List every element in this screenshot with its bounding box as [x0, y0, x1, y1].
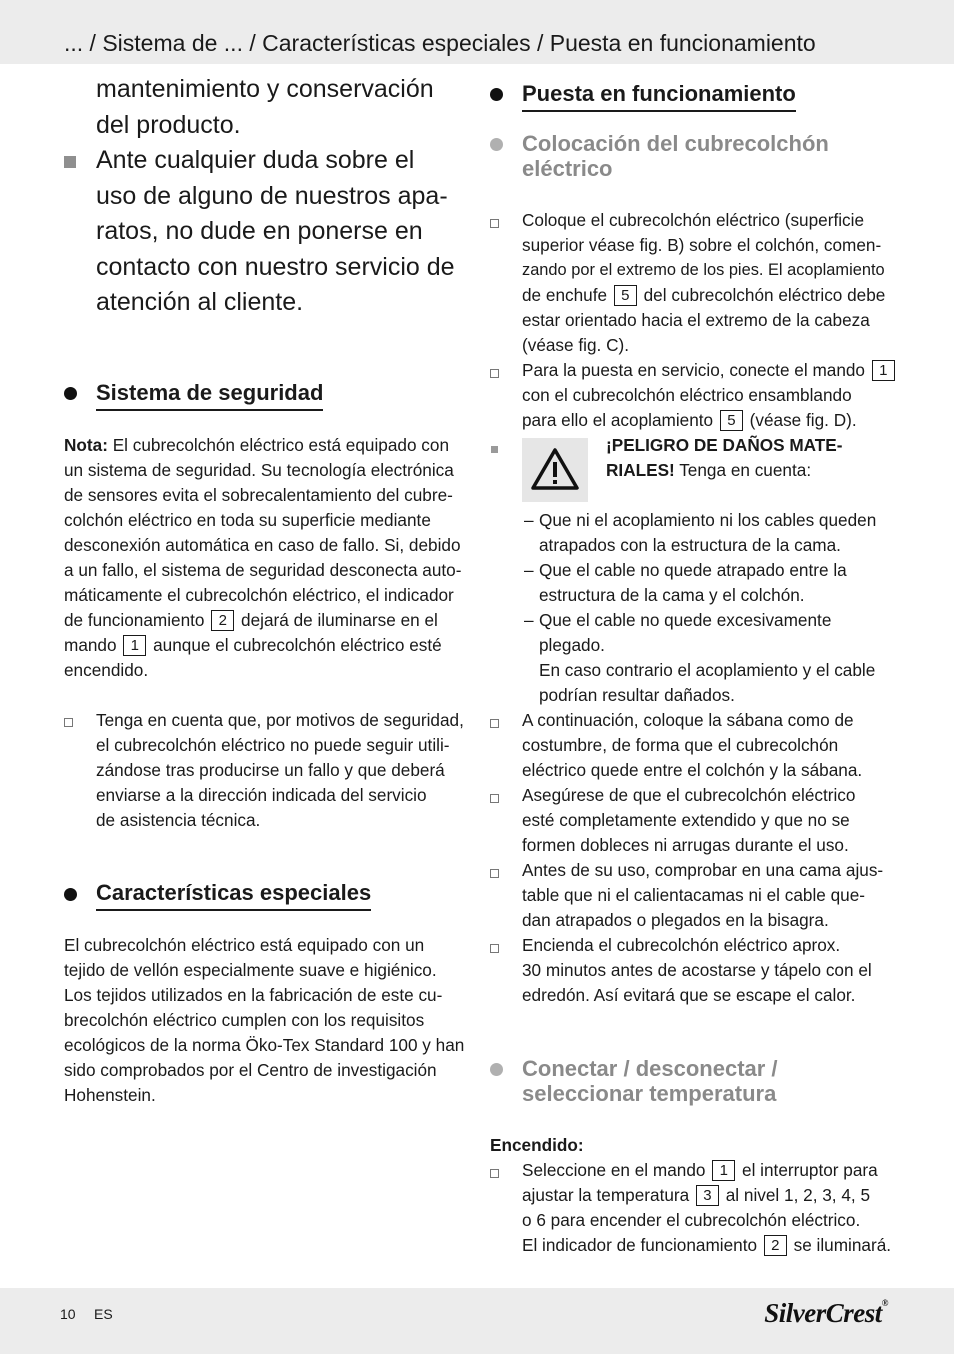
list-item	[522, 783, 902, 858]
special-text	[64, 933, 474, 1108]
item-line: superior véase fig. B) sobre el colchón, comen-	[522, 235, 882, 255]
heading-bullet-icon	[64, 888, 77, 901]
item-line: Antes de su uso, comprobar en una cama ajus-	[522, 860, 884, 880]
dash-item	[539, 508, 899, 558]
header-bar	[0, 0, 954, 64]
part-number-box: 1	[123, 635, 146, 656]
bullet-line: atención al cliente.	[96, 288, 304, 316]
checkbox-icon	[490, 869, 499, 878]
special-line: Hohenstein.	[64, 1085, 156, 1105]
part-number-box: 5	[614, 285, 637, 306]
item-line: zando por el extremo de los pies. El acoplamiento	[522, 261, 885, 279]
item-line: Seleccione en el mando	[522, 1160, 706, 1180]
placement-subheading	[522, 131, 829, 181]
item-line: o 6 para encender el cubrecolchón eléctrico.	[522, 1210, 861, 1230]
list-item	[522, 858, 902, 933]
special-line: Los tejidos utilizados en la fabricación de este cu-	[64, 985, 443, 1005]
bullet-line: contacto con nuestro servicio de	[96, 252, 455, 281]
dash-marker: –	[524, 560, 534, 580]
note-line: de sensores evita el sobrecalentamiento del cubre-	[64, 485, 453, 505]
list-item	[522, 933, 902, 1008]
part-number-box: 3	[696, 1185, 719, 1206]
dash-line: podrían resultar dañados.	[539, 685, 735, 705]
note-line: desconexión automática en caso de fallo. Si, debido	[64, 535, 461, 555]
bullet-square-icon	[491, 446, 498, 453]
note-line: de funcionamiento	[64, 610, 205, 630]
subheading-line: eléctrico	[522, 156, 613, 181]
note-line: un sistema de seguridad. Su tecnología electrónica	[64, 460, 454, 480]
warning-title: ¡PELIGRO DE DAÑOS MATE-	[606, 435, 843, 455]
note-line: El cubrecolchón eléctrico está equipado con	[107, 435, 450, 455]
item-line: estar orientado hacia el extremo de la cabeza	[522, 310, 870, 330]
item-line: de asistencia técnica.	[96, 810, 261, 830]
heading-bullet-icon	[64, 387, 77, 400]
item-line: el cubrecolchón eléctrico no puede seguir utili-	[96, 735, 450, 755]
checkbox-icon	[490, 794, 499, 803]
security-note	[64, 433, 469, 683]
security-item	[96, 708, 476, 833]
intro-line: mantenimiento y conservación	[96, 75, 434, 103]
note-line: mando	[64, 635, 117, 655]
note-line: máticamente el cubrecolchón eléctrico, el indicador	[64, 585, 454, 605]
page-number: 10	[60, 1306, 76, 1322]
note-line: a un fallo, el sistema de seguridad desconecta auto-	[64, 560, 462, 580]
dash-line: Que ni el acoplamiento ni los cables queden	[539, 510, 877, 530]
item-line: esté completamente extendido y que no se	[522, 810, 850, 830]
warning-title: RIALES!	[606, 460, 675, 480]
item-line: del cubrecolchón eléctrico debe	[643, 285, 886, 305]
part-number-box: 2	[211, 610, 234, 631]
item-line: al nivel 1, 2, 3, 4, 5	[725, 1185, 871, 1205]
special-line: tejido de vellón especialmente suave e higiénico.	[64, 960, 437, 980]
placement-item	[522, 208, 902, 358]
temperature-subheading	[522, 1056, 778, 1106]
language-code: ES	[94, 1306, 113, 1322]
part-number-box: 1	[872, 360, 895, 381]
intro-text	[96, 72, 476, 143]
checkbox-icon	[64, 718, 73, 727]
dash-item	[539, 608, 899, 708]
subheading-bullet-icon	[490, 138, 503, 151]
item-line: eléctrico quede entre el colchón y la sábana.	[522, 760, 863, 780]
heading-bullet-icon	[490, 88, 503, 101]
dash-line: Que el cable no quede atrapado entre la	[539, 560, 847, 580]
warning-text	[606, 433, 896, 483]
item-line: dan atrapados o plegados en la bisagra.	[522, 910, 829, 930]
dash-line: atrapados con la estructura de la cama.	[539, 535, 841, 555]
switch-on-item	[522, 1158, 902, 1258]
item-line: se iluminará.	[793, 1235, 892, 1255]
dash-line: estructura de la cama y el colchón.	[539, 585, 805, 605]
dash-marker: –	[524, 510, 534, 530]
item-line: edredón. Así evitará que se escape el calor.	[522, 985, 856, 1005]
bullet-square-icon	[64, 156, 76, 168]
dash-line: En caso contrario el acoplamiento y el cable	[539, 660, 876, 680]
item-line: ajustar la temperatura	[522, 1185, 690, 1205]
note-line: dejará de iluminarse en el	[241, 610, 438, 630]
subheading-bullet-icon	[490, 1063, 503, 1076]
item-line: zándose tras producirse un fallo y que deberá	[96, 760, 445, 780]
subheading-line: Colocación del cubrecolchón	[522, 131, 829, 156]
item-line: table que ni el calientacamas ni el cable que-	[522, 885, 866, 905]
bullet-line: ratos, no dude en ponerse en	[96, 217, 423, 245]
warning-line: Tenga en cuenta:	[674, 460, 812, 480]
on-label: Encendido:	[490, 1135, 584, 1155]
item-line: El indicador de funcionamiento	[522, 1235, 758, 1255]
brand-name: SilverCrest	[764, 1298, 882, 1328]
page-header-title: ... / Sistema de ... / Características especiales / Puesta en funcionamiento	[64, 30, 816, 56]
list-item	[522, 708, 902, 783]
dash-item	[539, 558, 899, 608]
subheading-line: Conectar / desconectar /	[522, 1056, 778, 1081]
note-label: Nota:	[64, 435, 108, 455]
part-number-box: 1	[712, 1160, 735, 1181]
special-line: El cubrecolchón eléctrico está equipado con un	[64, 935, 425, 955]
checkbox-icon	[490, 369, 499, 378]
item-line: Asegúrese de que el cubrecolchón eléctrico	[522, 785, 856, 805]
connect-item	[522, 358, 902, 433]
item-line: enviarse a la dirección indicada del servicio	[96, 785, 427, 805]
note-line: aunque el cubrecolchón eléctrico esté	[153, 635, 442, 655]
item-line: Coloque el cubrecolchón eléctrico (superficie	[522, 210, 865, 230]
bullet-line: uso de alguno de nuestros apa-	[96, 181, 448, 210]
checkbox-icon	[490, 219, 499, 228]
dash-line: Que el cable no quede excesivamente	[539, 610, 832, 630]
item-line: Encienda el cubrecolchón eléctrico aprox.	[522, 935, 841, 955]
warning-triangle-icon	[531, 447, 579, 491]
item-line: Para la puesta en servicio, conecte el mando	[522, 360, 865, 380]
item-line: formen dobleces ni arrugas durante el uso.	[522, 835, 849, 855]
brand-logo	[764, 1298, 888, 1329]
special-line: sido comprobados por el Centro de investigación	[64, 1060, 437, 1080]
special-heading: Características especiales	[96, 880, 371, 911]
checkbox-icon	[490, 944, 499, 953]
checkbox-icon	[490, 719, 499, 728]
item-line: (véase fig. D).	[749, 410, 857, 430]
note-line: colchón eléctrico en toda su superficie mediante	[64, 510, 431, 530]
special-line: ecológicos de la norma Öko-Tex Standard 100 y han	[64, 1035, 465, 1055]
contact-bullet	[96, 143, 476, 321]
item-line: costumbre, de forma que el cubrecolchón	[522, 735, 839, 755]
checkbox-icon	[490, 1169, 499, 1178]
item-line: para ello el acoplamiento	[522, 410, 714, 430]
note-line: encendido.	[64, 660, 149, 680]
registered-mark: ®	[881, 1298, 888, 1308]
part-number-box: 5	[720, 410, 743, 431]
item-line: Tenga en cuenta que, por motivos de seguridad,	[96, 710, 464, 730]
item-line: con el cubrecolchón eléctrico ensamblando	[522, 385, 852, 405]
item-line: (véase fig. C).	[522, 335, 629, 355]
subheading-line: seleccionar temperatura	[522, 1081, 777, 1106]
part-number-box: 2	[764, 1235, 787, 1256]
security-heading: Sistema de seguridad	[96, 380, 323, 411]
special-line: brecolchón eléctrico cumplen con los requisitos	[64, 1010, 425, 1030]
item-line: A continuación, coloque la sábana como de	[522, 710, 854, 730]
intro-line: del producto.	[96, 110, 241, 139]
dash-marker: –	[524, 610, 534, 630]
item-line: de enchufe	[522, 285, 608, 305]
bullet-line: Ante cualquier duda sobre el	[96, 146, 415, 174]
operation-heading: Puesta en funcionamiento	[522, 81, 796, 112]
dash-line: plegado.	[539, 635, 605, 655]
warning-icon-box	[522, 438, 588, 502]
item-line: 30 minutos antes de acostarse y tápelo con el	[522, 960, 872, 980]
item-line: el interruptor para	[742, 1160, 878, 1180]
